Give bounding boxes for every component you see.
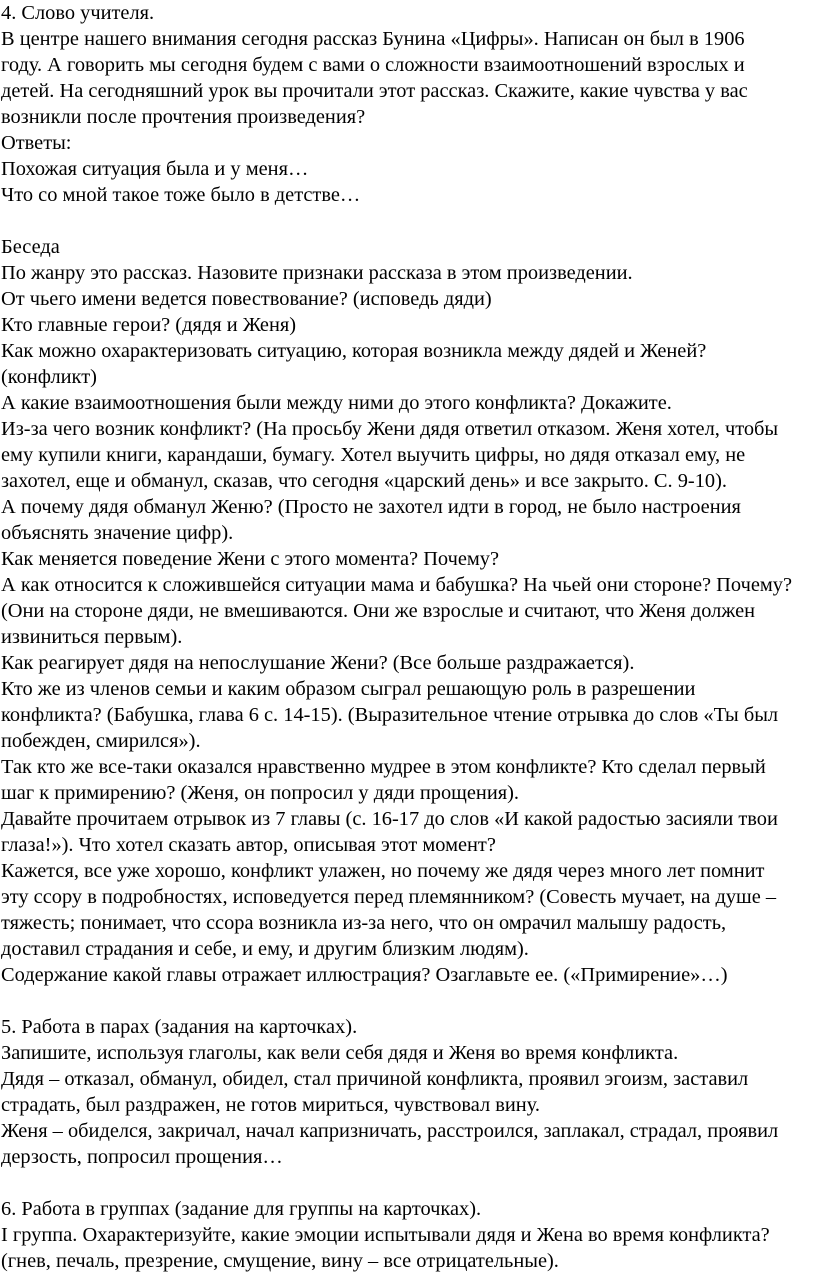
paragraph-line: конфликта? (Бабушка, глава 6 с. 14-15). (Выразительное чтение отрывка до слов «Ты был — [1, 704, 779, 726]
paragraph-line: Давайте прочитаем отрывок из 7 главы (с. 16-17 до слов «И какой радостью засияли твои — [1, 808, 778, 830]
paragraph-line: шаг к примирению? (Женя, он попросил у дяди прощения). — [1, 782, 519, 804]
paragraph-line: возникли после прочтения произведения? — [1, 106, 366, 128]
section-heading: 5. Работа в парах (задания на карточках). — [1, 1016, 358, 1038]
paragraph-line: (Они на стороне дяди, не вмешиваются. Они же взрослые и считают, что Женя должен — [1, 600, 756, 622]
paragraph-line: Кто же из членов семьи и каким образом сыграл решающую роль в разрешении — [1, 678, 696, 700]
paragraph-line: Из-за чего возник конфликт? (На просьбу Жени дядя ответил отказом. Женя хотел, чтобы — [1, 418, 779, 440]
paragraph-line: От чьего имени ведется повествование? (исповедь дяди) — [1, 288, 492, 310]
section-heading: 6. Работа в группах (задание для группы на карточках). — [1, 1198, 482, 1220]
answer-line: Что со мной такое тоже было в детстве… — [1, 184, 361, 206]
paragraph-line: побежден, смирился»). — [1, 730, 201, 752]
section-group-work — [1, 1196, 816, 1274]
paragraph-line: (конфликт) — [1, 366, 97, 388]
answers-label: Ответы: — [1, 132, 72, 154]
paragraph-line: Как реагирует дядя на непослушание Жени? (Все больше раздражается). — [1, 652, 635, 674]
paragraph-line: детей. На сегодняшний урок вы прочитали этот рассказ. Скажите, какие чувства у вас — [1, 80, 748, 102]
section-pair-work — [1, 1014, 816, 1170]
paragraph-line: году. А говорить мы сегодня будем с вами о сложности взаимоотношений взрослых и — [1, 54, 745, 76]
paragraph-line: извиниться первым). — [1, 626, 183, 648]
paragraph-line: Как меняется поведение Жени с этого момента? Почему? — [1, 548, 500, 570]
paragraph-line: Дядя – отказал, обманул, обидел, стал причиной конфликта, проявил эгоизм, заставил — [1, 1068, 749, 1090]
paragraph-line: эту ссору в подробностях, исповедуется перед племянником? (Совесть мучает, на душе – — [1, 886, 777, 908]
paragraph-line: ему купили книги, карандаши, бумагу. Хотел выучить цифры, но дядя отказал ему, не — [1, 444, 746, 466]
paragraph-line: захотел, еще и обманул, сказав, что сегодня «царский день» и все закрыто. С. 9-10). — [1, 470, 727, 492]
paragraph-line: тяжесть; понимает, что ссора возникла из-за него, что он омрачил малышу радость, — [1, 912, 727, 934]
answer-line: Похожая ситуация была и у меня… — [1, 158, 309, 180]
paragraph-line: В центре нашего внимания сегодня рассказ Бунина «Цифры». Написан он был в 1906 — [1, 28, 745, 50]
paragraph-line: Как можно охарактеризовать ситуацию, которая возникла между дядей и Женей? — [1, 340, 707, 362]
paragraph-line: дерзость, попросил прощения… — [1, 1146, 283, 1168]
paragraph-line: Кажется, все уже хорошо, конфликт улажен, но почему же дядя через много лет помнит — [1, 860, 765, 882]
paragraph-line: А почему дядя обманул Женю? (Просто не захотел идти в город, не было настроения — [1, 496, 741, 518]
paragraph-line: доставил страдания и себе, и ему, и другим близким людям). — [1, 938, 529, 960]
blank-line — [1, 1170, 816, 1196]
paragraph-line: (гнев, печаль, презрение, смущение, вину – все отрицательные). — [1, 1250, 559, 1272]
paragraph-line: А какие взаимоотношения были между ними до этого конфликта? Докажите. — [1, 392, 672, 414]
paragraph-line: I группа. Охарактеризуйте, какие эмоции испытывали дядя и Жена во время конфликта? — [1, 1224, 770, 1246]
paragraph-line: Содержание какой главы отражает иллюстрация? Озаглавьте ее. («Примирение»…) — [1, 964, 728, 986]
paragraph-line: А как относится к сложившейся ситуации мама и бабушка? На чьей они стороне? Почему? — [1, 574, 793, 596]
section-teacher-word — [1, 0, 816, 208]
paragraph-line: По жанру это рассказ. Назовите признаки рассказа в этом произведении. — [1, 262, 633, 284]
paragraph-line: Кто главные герои? (дядя и Женя) — [1, 314, 297, 336]
document-page — [1, 0, 816, 1274]
paragraph-line: глаза!»). Что хотел сказать автор, описывая этот момент? — [1, 834, 496, 856]
blank-line — [1, 988, 816, 1014]
section-conversation — [1, 234, 816, 988]
paragraph-line: объяснять значение цифр). — [1, 522, 234, 544]
section-heading: 4. Слово учителя. — [1, 2, 155, 24]
section-heading: Беседа — [1, 236, 60, 258]
blank-line — [1, 208, 816, 234]
paragraph-line: Так кто же все-таки оказался нравственно мудрее в этом конфликте? Кто сделал первый — [1, 756, 766, 778]
paragraph-line: Женя – обиделся, закричал, начал капризничать, расстроился, заплакал, страдал, проявил — [1, 1120, 779, 1142]
paragraph-line: страдать, был раздражен, не готов мириться, чувствовал вину. — [1, 1094, 540, 1116]
paragraph-line: Запишите, используя глаголы, как вели себя дядя и Женя во время конфликта. — [1, 1042, 679, 1064]
